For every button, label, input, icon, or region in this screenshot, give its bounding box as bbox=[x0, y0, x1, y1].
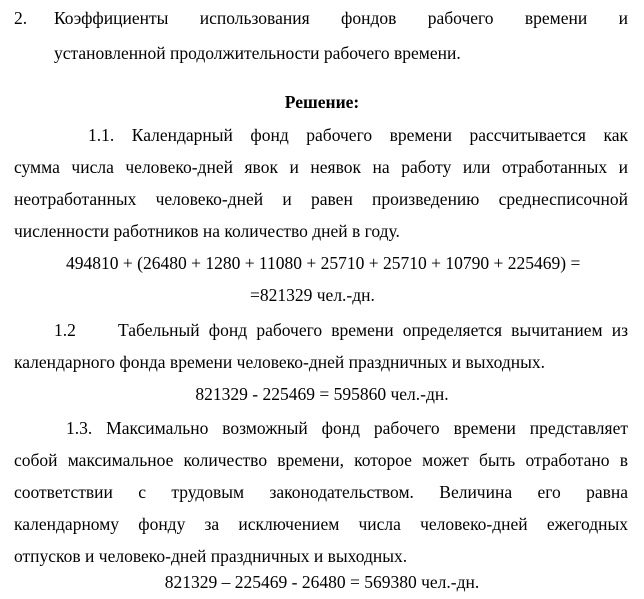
formula-1-1-line-1: 494810 + (26480 + 1280 + 11080 + 25710 + 25710 + 10790 + 225469) = bbox=[66, 253, 581, 273]
paragraph-1-2-line-1 bbox=[0, 314, 644, 347]
paragraph-1-3-line-4: календарному фонду за исключением числа человеко-дней ежегодных bbox=[14, 514, 628, 534]
item-2-line-1 bbox=[0, 2, 644, 35]
paragraph-1-3-line-2: собой максимальное количество времени, которое может быть отработано в bbox=[14, 450, 628, 470]
formula-1-3: 821329 – 225469 - 26480 = 569380 чел.-дн. bbox=[164, 572, 480, 592]
paragraph-1-3-line-5: отпусков и человеко-дней праздничных и выходных. bbox=[14, 546, 408, 566]
item-2-number: 2. bbox=[14, 8, 28, 28]
paragraph-1-3-line-3: соответствии с трудовым законодательством. Величина его равна bbox=[14, 482, 628, 502]
paragraph-1-1-line-3: неотработанных человеко-дней и равен произведению среднесписочной bbox=[14, 189, 628, 209]
paragraph-1-1-line-4: численности работников на количество дней в году. bbox=[14, 221, 400, 241]
paragraph-1-2-line-2: календарного фонда времени человеко-дней праздничных и выходных. bbox=[14, 352, 546, 372]
formula-1-2: 821329 - 225469 = 595860 чел.-дн. bbox=[195, 384, 449, 404]
item-2-text-line-1: Коэффициенты использования фондов рабочего времени и bbox=[54, 8, 628, 28]
paragraph-1-3-line-1: 1.3. Максимально возможный фонд рабочего времени представляет bbox=[66, 418, 628, 438]
paragraph-1-1-line-2: сумма числа человеко-дней явок и неявок на работу или отработанных и bbox=[14, 157, 628, 177]
formula-1-1-line-2: =821329 чел.-дн. bbox=[250, 285, 375, 305]
paragraph-1-2-number: 1.2 bbox=[54, 320, 76, 340]
solution-heading: Решение: bbox=[284, 92, 360, 112]
paragraph-1-2-text-line-1: Табельный фонд рабочего времени определяется вычитанием из bbox=[118, 320, 628, 340]
paragraph-1-1-line-1: 1.1. Календарный фонд рабочего времени рассчитывается как bbox=[88, 125, 628, 145]
item-2-line-2: установленной продолжительности рабочего времени. bbox=[54, 43, 461, 63]
